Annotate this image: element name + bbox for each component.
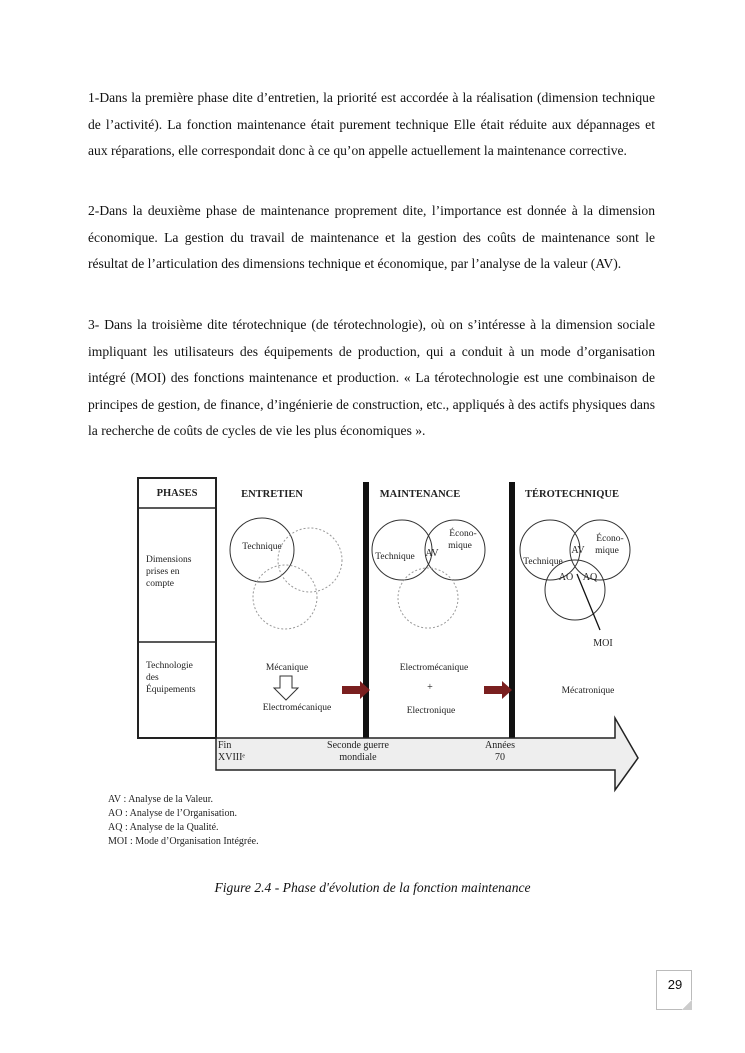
tero-ao-label: AO [558, 572, 574, 583]
maintenance-dashed-circle [398, 568, 458, 628]
row1-label-line1: Dimensions [146, 555, 192, 565]
page-number-box [656, 970, 692, 1010]
paragraph-1: 1-Dans la première phase dite d’entretien, la priorité est accordée à la réalisation (dimension technique de l’activité). La fonction maintenance était purement technique Elle était réduite aux dépannages et aux réparations, elle correspondait donc à ce qu’on appelle actuellement la maintenance corrective. [88, 90, 655, 158]
paragraph-2: 2-Dans la deuxième phase de maintenance proprement dite, l’importance est donnée à la dimension économique. La gestion du travail de maintenance et la gestion des coûts de maintenance sont le résultat de l’articulation des dimensions technique et économique, par l’analyse de la valeur (AV). [88, 203, 655, 271]
legend-av: AV : Analyse de la Valeur. [108, 794, 213, 805]
paragraph-3: 3- Dans la troisième dite térotechnique (de térotechnologie), où on s’intéresse à la dimension sociale impliquant les utilisateurs des équipements de production, qui a conduit à un mode d’organisation intégré (MOI) des fonctions maintenance et production. « La térotechnologie est une combinaison de principes de gestion, de finance, d’ingénierie de construction, etc., appliqués à des actifs physiques dans la recherche de coûts de cycles de vie les plus économiques ». [88, 317, 655, 438]
maintenance-av-label: AV [425, 548, 439, 559]
timeline-fin: Fin [218, 740, 232, 751]
column-terotechnique: TÉROTECHNIQUE [525, 489, 619, 500]
tero-social-circle [545, 560, 605, 620]
row2-label-line2: des [146, 673, 159, 683]
maintenance-technique-label: Technique [375, 552, 415, 562]
down-arrow-icon [274, 676, 298, 700]
tero-technique-label: Technique [523, 557, 563, 567]
maintenance-eco-label-1: Écono- [449, 529, 477, 539]
entretien-technique-label: Technique [242, 542, 282, 552]
tech-maintenance-plus: + [427, 682, 433, 693]
tech-entretien-electromecanique: Electromécanique [262, 703, 332, 713]
row1-label-line3: compte [146, 579, 174, 589]
column-maintenance: MAINTENANCE [379, 489, 461, 500]
legend-aq: AQ : Analyse de la Qualité. [108, 822, 219, 833]
entretien-dashed-circle-2 [253, 565, 317, 629]
legend-moi: MOI : Mode d’Organisation Intégrée. [108, 836, 259, 847]
tero-moi-label: MOI [593, 638, 613, 649]
timeline-guerre-2: mondiale [339, 752, 377, 763]
maintenance-eco-label-2: mique [448, 541, 472, 551]
timeline-annees-2: 70 [495, 752, 505, 763]
transition-arrow-2-icon [484, 681, 512, 699]
row1-label-line2: prises en [146, 567, 180, 577]
row2-label-line1: Technologie [146, 661, 193, 671]
phases-column-box [138, 478, 216, 738]
tero-av-label: AV [571, 545, 585, 556]
page-fold-corner [682, 1000, 692, 1010]
tero-aq-label: AQ [582, 572, 598, 583]
timeline-guerre-1: Seconde guerre [327, 740, 389, 751]
tech-maintenance-electronique: Electronique [406, 706, 456, 716]
legend-ao: AO : Analyse de l’Organisation. [108, 808, 237, 819]
phases-header: PHASES [156, 488, 198, 499]
tech-maintenance-electromecanique: Electromécanique [399, 663, 469, 673]
maintenance-evolution-figure [100, 470, 645, 860]
tero-eco-label-1: Écono- [596, 534, 624, 544]
page-number: 29 [667, 977, 683, 992]
tech-tero-mecatronique: Mécatronique [561, 686, 615, 696]
timeline-arrow [216, 718, 638, 790]
tech-entretien-mecanique: Mécanique [265, 663, 309, 673]
tero-eco-label-2: mique [595, 546, 619, 556]
timeline-xviii: XVIIIᵉ [218, 752, 245, 763]
entretien-dashed-circle-1 [278, 528, 342, 592]
maintenance-technique-circle [372, 520, 432, 580]
timeline-annees-1: Années [485, 740, 515, 751]
figure-caption: Figure 2.4 - Phase d'évolution de la fonction maintenance [214, 880, 531, 895]
row2-label-line3: Équipements [146, 685, 196, 695]
column-entretien: ENTRETIEN [241, 489, 303, 500]
